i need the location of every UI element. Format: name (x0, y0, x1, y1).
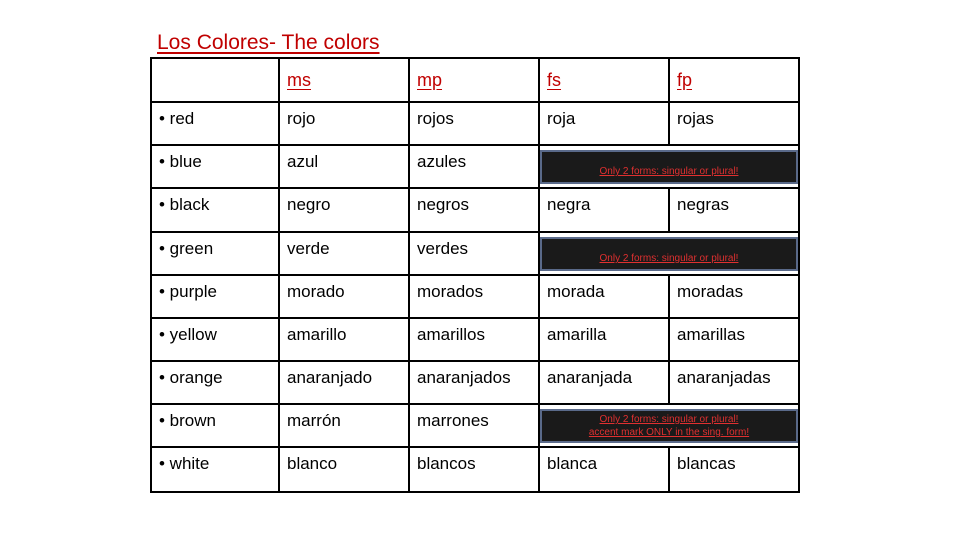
note-cell (539, 145, 799, 188)
mp-cell: azules (409, 145, 539, 188)
mp-cell: verdes (409, 232, 539, 275)
mp-cell: morados (409, 275, 539, 318)
table-row-brown (151, 404, 799, 447)
ms-cell: verde (279, 232, 409, 275)
ms-cell: blanco (279, 447, 409, 492)
mp-cell: negros (409, 188, 539, 232)
mp-cell: amarillos (409, 318, 539, 361)
note-text-accent: accent mark ONLY in the sing. form! (588, 427, 750, 438)
mp-cell: anaranjados (409, 361, 539, 404)
note-cell (539, 232, 799, 275)
table-row-blue (151, 145, 799, 188)
header-cell-mp: mp (409, 58, 539, 102)
english-cell: • yellow (151, 318, 279, 361)
note-box (540, 237, 798, 271)
fs-cell: anaranjada (539, 361, 669, 404)
fs-cell: morada (539, 275, 669, 318)
table-row-green (151, 232, 799, 275)
fp-cell: blancas (669, 447, 799, 492)
table-row-black (151, 188, 799, 232)
table-row-yellow (151, 318, 799, 361)
table-row-purple (151, 275, 799, 318)
fs-cell: negra (539, 188, 669, 232)
fs-cell: blanca (539, 447, 669, 492)
fp-cell: rojas (669, 102, 799, 145)
ms-cell: amarillo (279, 318, 409, 361)
mp-cell: blancos (409, 447, 539, 492)
fs-cell: roja (539, 102, 669, 145)
english-cell: • orange (151, 361, 279, 404)
english-cell: • white (151, 447, 279, 492)
fp-cell: amarillas (669, 318, 799, 361)
header-cell-fp: fp (669, 58, 799, 102)
mp-cell: marrones (409, 404, 539, 447)
table-row-white (151, 447, 799, 492)
fp-cell: negras (669, 188, 799, 232)
english-cell: • blue (151, 145, 279, 188)
ms-cell: azul (279, 145, 409, 188)
ms-cell: rojo (279, 102, 409, 145)
mp-cell: rojos (409, 102, 539, 145)
header-cell-blank (151, 58, 279, 102)
fp-cell: anaranjadas (669, 361, 799, 404)
english-cell: • red (151, 102, 279, 145)
english-cell: • green (151, 232, 279, 275)
note-text: Only 2 forms: singular or plural! (599, 253, 739, 264)
note-box (540, 150, 798, 184)
table-header-row (151, 58, 799, 102)
note-box (540, 409, 798, 443)
ms-cell: anaranjado (279, 361, 409, 404)
note-cell (539, 404, 799, 447)
note-text: Only 2 forms: singular or plural! (599, 414, 739, 425)
fp-cell: moradas (669, 275, 799, 318)
header-cell-fs: fs (539, 58, 669, 102)
slide-title: Los Colores- The colors (157, 31, 380, 54)
table-row-red (151, 102, 799, 145)
ms-cell: marrón (279, 404, 409, 447)
ms-cell: morado (279, 275, 409, 318)
english-cell: • black (151, 188, 279, 232)
table-row-orange (151, 361, 799, 404)
note-text: Only 2 forms: singular or plural! (599, 166, 739, 177)
english-cell: • brown (151, 404, 279, 447)
fs-cell: amarilla (539, 318, 669, 361)
header-cell-ms: ms (279, 58, 409, 102)
colors-table (150, 57, 800, 493)
english-cell: • purple (151, 275, 279, 318)
ms-cell: negro (279, 188, 409, 232)
